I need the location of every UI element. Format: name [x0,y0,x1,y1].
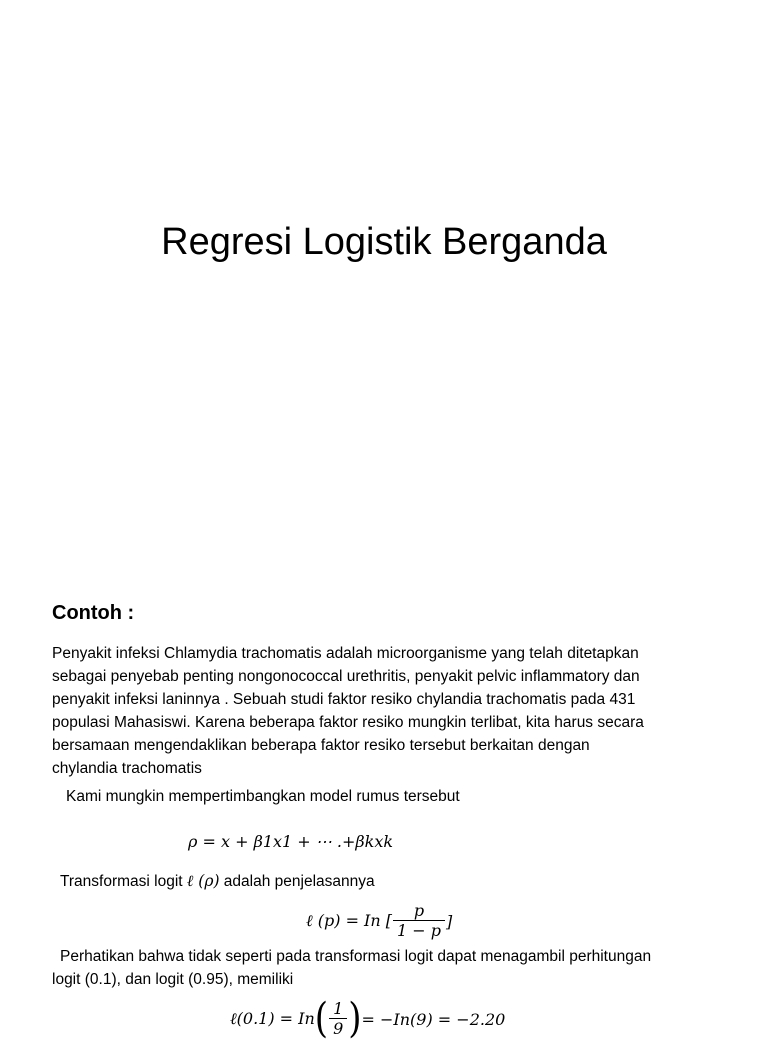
logit-intro-text [60,870,375,893]
example-heading: Contoh : [52,602,135,624]
paragraph-line: populasi Mahasiswi. Karena beberapa faktor resiko mungkin terlibat, kita harus secara [52,714,644,731]
open-paren-glyph: ( [314,995,329,1043]
logit-formula [306,898,452,944]
logit-example-lhs: ℓ(0.1) = In [230,1009,315,1028]
logit-fraction [393,902,445,940]
logit-inline-math: ℓ (ρ) [186,872,220,890]
logit-numerator: p [413,901,425,920]
example-paragraph [52,642,742,780]
content-slide [0,576,768,1043]
close-paren-glyph: ) [348,995,362,1043]
paragraph-line: sebagai penyebab penting nongonococcal urethritis, penyakit pelvic inflammatory dan [52,668,640,685]
logit-example-numerator: 1 [333,999,344,1018]
note-text-line2: logit (0.1), dan logit (0.95), memiliki [52,971,294,988]
paragraph-line: bersamaan mengendaklikan beberapa faktor resiko tersebut berkaitan dengan [52,737,590,754]
paragraph-line: penyakit infeksi laninnya . Sebuah studi faktor resiko chylandia trachomatis pada 431 [52,691,636,708]
logit-denominator: 1 − p [393,920,445,940]
model-formula: ρ = x + β1x1 + ⋯ .+βkxk [188,832,394,851]
note-text-line1: Perhatikan bahwa tidak seperti pada transformasi logit dapat menagambil perhitungan [60,948,652,965]
logit-intro-prefix: Transformasi logit [60,873,187,890]
paragraph-line: chylandia trachomatis [52,760,202,777]
model-intro-text: Kami mungkin mempertimbangkan model rumus tersebut [66,788,460,805]
logit-intro-suffix: adalah penjelasannya [219,873,375,890]
logit-example-fraction [329,1000,347,1038]
logit-example-denominator: 9 [329,1018,347,1038]
slide-title: Regresi Logistik Berganda [161,221,607,263]
logit-example-formula [230,996,505,1042]
paragraph-line: Penyakit infeksi Chlamydia trachomatis adalah microorganisme yang telah ditetapkan [52,645,639,662]
logit-example-rhs: = −In(9) = −2.20 [361,1009,506,1029]
logit-formula-rhs: ] [446,911,453,931]
logit-formula-lhs: ℓ (p) = In [ [306,911,393,930]
